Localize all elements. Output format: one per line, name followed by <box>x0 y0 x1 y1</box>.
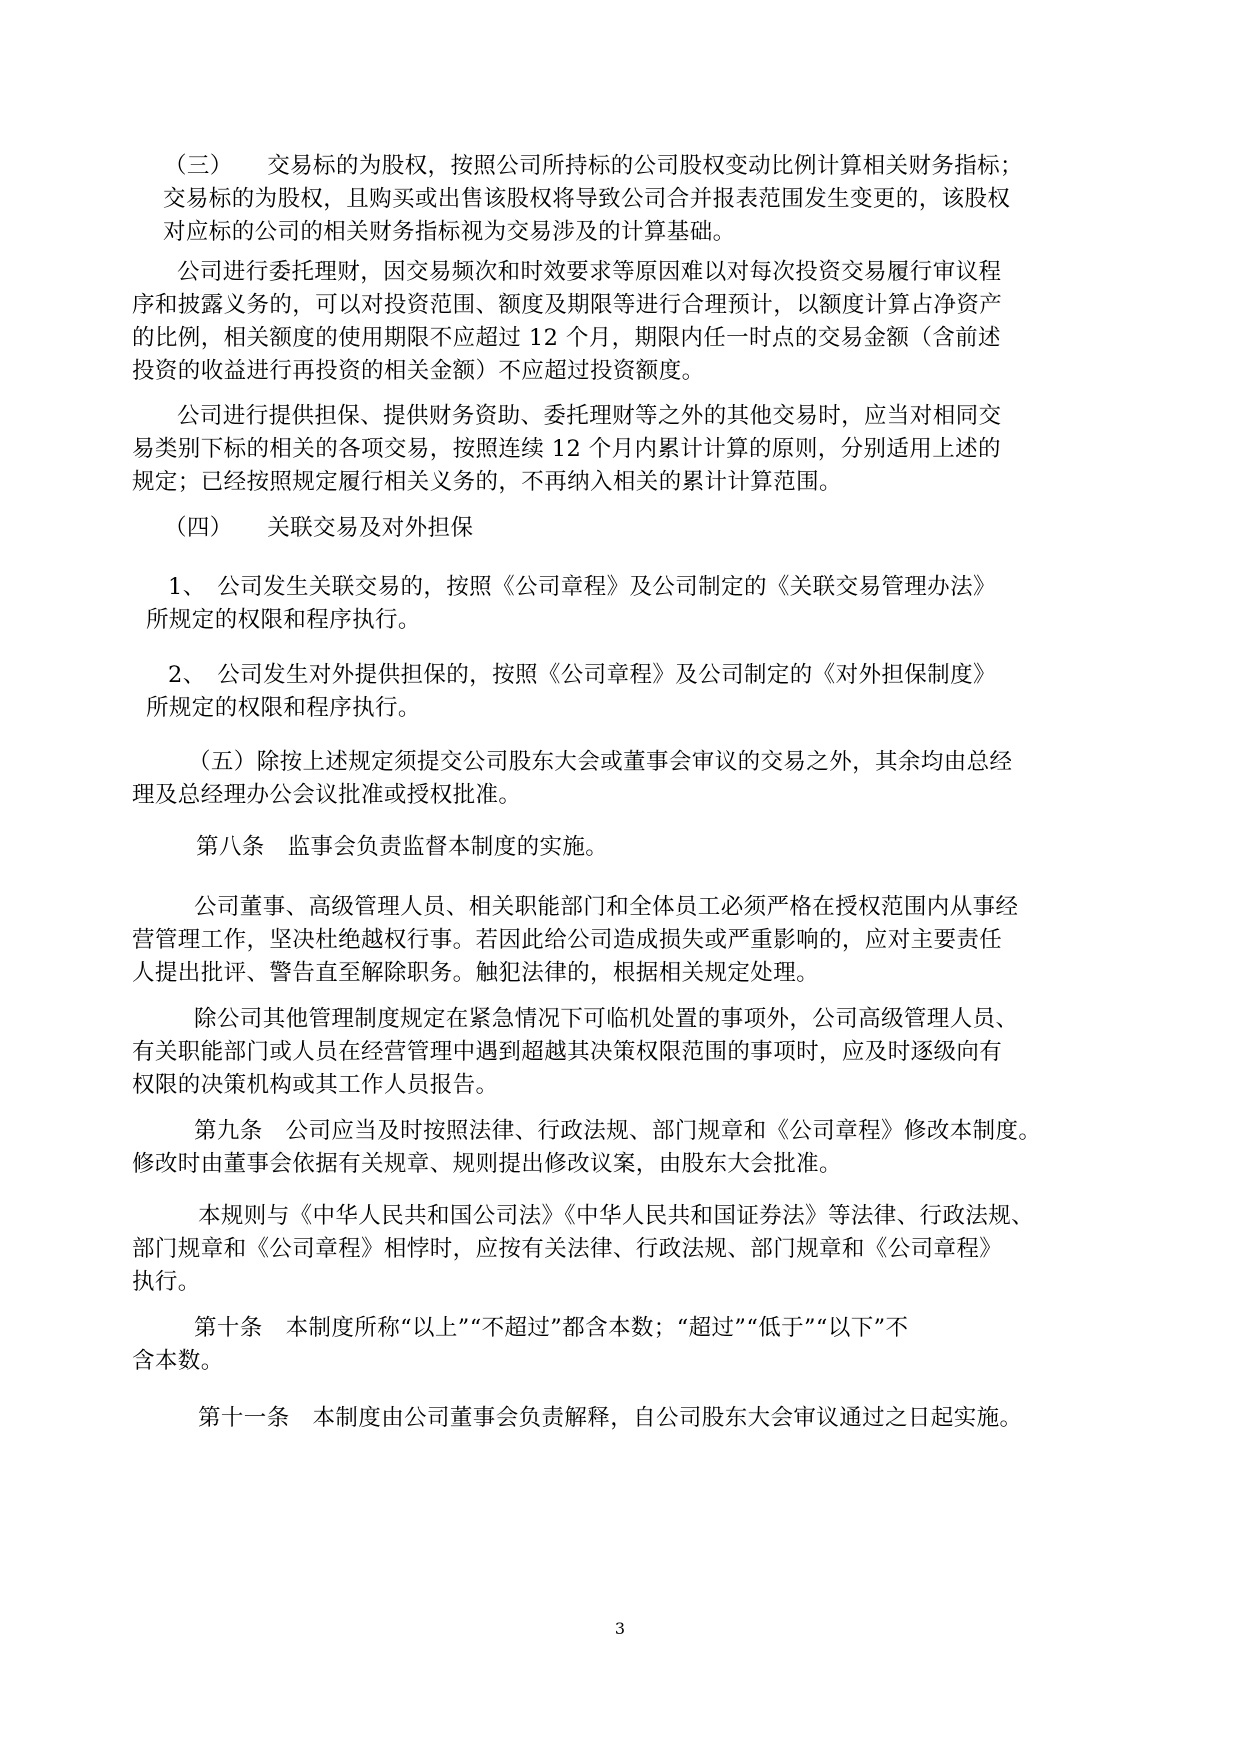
text-line: 除公司其他管理制度规定在紧急情况下可临机处置的事项外，公司高级管理人员、 <box>194 1006 1019 1032</box>
text-line: 第八条 监事会负责监督本制度的实施。 <box>196 834 609 860</box>
text-line: 营管理工作，坚决杜绝越权行事。若因此给公司造成损失或严重影响的，应对主要责任 <box>132 927 1003 953</box>
heading-item-4 <box>164 512 473 545</box>
paragraph-directors-duty <box>132 891 1018 990</box>
article-10 <box>132 1312 908 1378</box>
text-line: 2、 公司发生对外提供担保的，按照《公司章程》及公司制定的《对外担保制度》 <box>168 662 996 688</box>
text-line: 理及总经理办公会议批准或授权批准。 <box>132 782 522 808</box>
text-line: 公司进行委托理财，因交易频次和时效要求等原因难以对每次投资交易履行审议程 <box>177 259 1002 285</box>
text-line: 有关职能部门或人员在经营管理中遇到超越其决策权限范围的事项时，应及时逐级向有 <box>132 1039 1003 1065</box>
text-line: 所规定的权限和程序执行。 <box>146 607 421 633</box>
paragraph-entrusted-wealth <box>132 256 1002 388</box>
text-line: 执行。 <box>132 1269 201 1295</box>
text-line: 第十一条 本制度由公司董事会负责解释，自公司股东大会审议通过之日起实施。 <box>198 1405 1023 1431</box>
text-line: 1、 公司发生关联交易的，按照《公司章程》及公司制定的《关联交易管理办法》 <box>168 574 996 600</box>
text-line: 交易标的为股权，且购买或出售该股权将导致公司合并报表范围发生变更的，该股权 <box>163 186 1011 212</box>
text-line: 本规则与《中华人民共和国公司法》《中华人民共和国证券法》等法律、行政法规、 <box>198 1203 1035 1229</box>
text-line: 序和披露义务的，可以对投资范围、额度及期限等进行合理预计，以额度计算占净资产 <box>132 292 1003 318</box>
text-line: 第十条 本制度所称“以上”“不超过”都含本数；“超过”“低于”“以下”不 <box>194 1315 909 1341</box>
text-line: 公司董事、高级管理人员、相关职能部门和全体员工必须严格在授权范围内从事经 <box>194 894 1019 920</box>
article-9 <box>132 1115 1041 1181</box>
text-line: （四） 关联交易及对外担保 <box>164 515 474 541</box>
text-line: 部门规章和《公司章程》相悖时，应按有关法律、行政法规、部门规章和《公司章程》 <box>132 1236 1003 1262</box>
text-line: 易类别下标的相关的各项交易，按照连续 12 个月内累计计算的原则，分别适用上述的 <box>132 436 1001 462</box>
paragraph-item-4-2 <box>132 659 996 725</box>
paragraph-other-transactions <box>132 400 1001 499</box>
text-line: 投资的收益进行再投资的相关金额）不应超过投资额度。 <box>132 358 705 384</box>
text-line: 公司进行提供担保、提供财务资助、委托理财等之外的其他交易时，应当对相同交 <box>177 403 1002 429</box>
text-line: 的比例，相关额度的使用期限不应超过 12 个月，期限内任一时点的交易金额（含前述 <box>132 325 1001 351</box>
text-line: （五）除按上述规定须提交公司股东大会或董事会审议的交易之外，其余均由总经 <box>188 749 1013 775</box>
article-8 <box>196 831 608 864</box>
paragraph-item-3 <box>164 150 1023 249</box>
paragraph-conflict <box>132 1200 1034 1299</box>
text-line: 修改时由董事会依据有关规章、规则提出修改议案，由股东大会批准。 <box>132 1151 842 1177</box>
text-line: 权限的决策机构或其工作人员报告。 <box>132 1072 499 1098</box>
text-line: 对应标的公司的相关财务指标视为交易涉及的计算基础。 <box>163 219 736 245</box>
paragraph-item-4-1 <box>132 571 996 637</box>
article-11 <box>198 1402 1022 1435</box>
text-line: （三） 交易标的为股权，按照公司所持标的公司股权变动比例计算相关财务指标； <box>164 153 1023 179</box>
text-line: 人提出批评、警告直至解除职务。触犯法律的，根据相关规定处理。 <box>132 960 820 986</box>
page-number: 3 <box>614 1619 626 1638</box>
text-line: 第九条 公司应当及时按照法律、行政法规、部门规章和《公司章程》修改本制度。 <box>194 1118 1042 1144</box>
text-line: 规定；已经按照规定履行相关义务的，不再纳入相关的累计计算范围。 <box>132 469 842 495</box>
paragraph-emergency <box>132 1003 1018 1102</box>
text-line: 含本数。 <box>132 1348 224 1374</box>
text-line: 所规定的权限和程序执行。 <box>146 695 421 721</box>
paragraph-item-5 <box>132 746 1012 812</box>
